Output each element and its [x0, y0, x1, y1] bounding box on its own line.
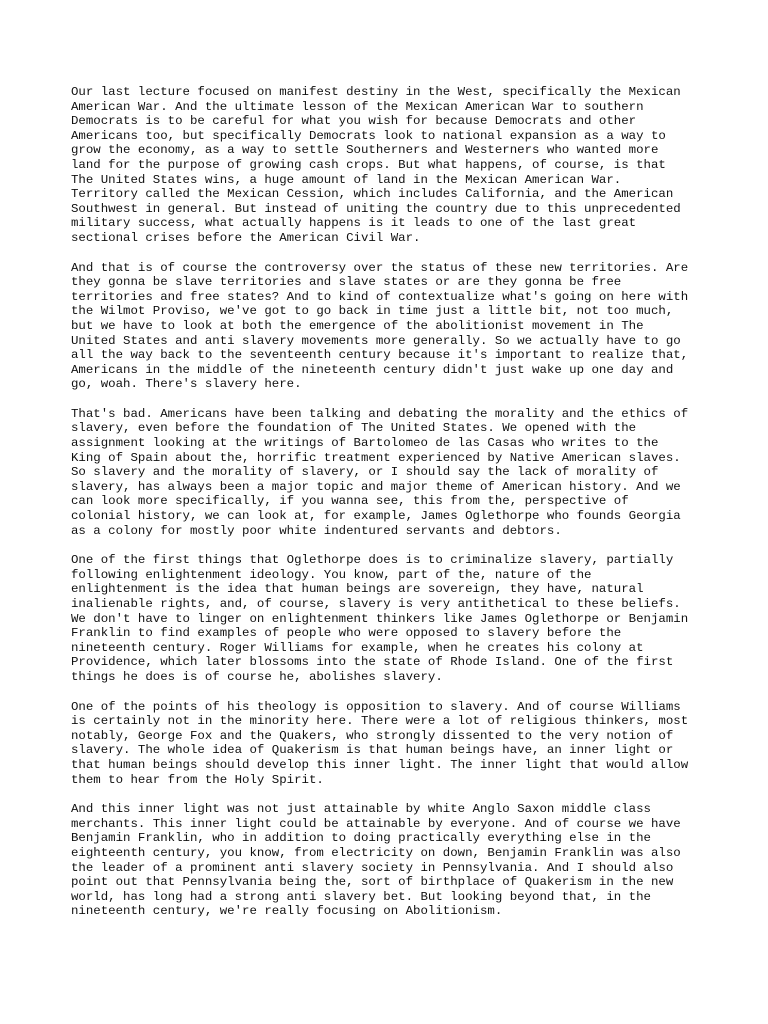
paragraph-4: One of the first things that Oglethorpe does is to criminalize slavery, partially following enlightenment ideology. You know, part of the, nature of the enlightenment is the idea that human beings are sovereign, they have, natural inalienable rights, and, of course, slavery is very antithetical to these beliefs. We don't have to linger on enlightenment thinkers like James Oglethorpe or Benjamin Franklin to find examples of people who were opposed to slavery before the nineteenth century. Roger Williams for example, when he creates his colony at Providence, which later blossoms into the state of Rhode Island. One of the first things he does is of course he, abolishes slavery. [71, 553, 689, 684]
document-page [71, 85, 711, 934]
paragraph-2: And that is of course the controversy over the status of these new territories. Are they gonna be slave territories and slave states or are they gonna be free territories and free states? And to kind of contextualize what's going on here with the Wilmot Proviso, we've got to go back in time just a little bit, not too much, but we have to look at both the emergence of the abolitionist movement in The United States and anti slavery movements more generally. So we actually have to go all the way back to the seventeenth century because it's important to realize that, Americans in the middle of the nineteenth century didn't just wake up one day and go, woah. There's slavery here. [71, 260, 689, 392]
paragraph-1: Our last lecture focused on manifest destiny in the West, specifically the Mexican American War. And the ultimate lesson of the Mexican American War to southern Democrats is to be careful for what you wish for because Democrats and other Americans too, but specifically Democrats look to national expansion as a way to grow the economy, as a way to settle Southerners and Westerners who wanted more land for the purpose of growing cash crops. But what happens, of course, is that The United States wins, a huge amount of land in the Mexican American War. Territory called the Mexican Cession, which includes California, and the American Southwest in general. But instead of uniting the country due to this unprecedented military success, what actually happens is it leads to one of the last great sectional crises before the American Civil War. [71, 85, 681, 245]
paragraph-5: One of the points of his theology is opposition to slavery. And of course Williams is certainly not in the minority here. There were a lot of religious thinkers, most notably, George Fox and the Quakers, who strongly dissented to the very notion of slavery. The whole idea of Quakerism is that human beings have, an inner light or that human beings should develop this inner light. The inner light that would allow them to hear from the Holy Spirit. [71, 699, 689, 787]
paragraph-3: That's bad. Americans have been talking and debating the morality and the ethics of slavery, even before the foundation of The United States. We opened with the assignment looking at the writings of Bartolomeo de las Casas who writes to the King of Spain about the, horrific treatment experienced by Native American slaves. So slavery and the morality of slavery, or I should say the lack of morality of slavery, has always been a major topic and major theme of American history. And we can look more specifically, if you wanna see, this from the, perspective of colonial history, we can look at, for example, James Oglethorpe who founds Georgia as a colony for mostly poor white indentured servants and debtors. [71, 406, 689, 538]
paragraph-6: And this inner light was not just attainable by white Anglo Saxon middle class merchants. This inner light could be attainable by everyone. And of course we have Benjamin Franklin, who in addition to doing practically everything else in the eighteenth century, you know, from electricity on down, Benjamin Franklin was also the leader of a prominent anti slavery society in Pennsylvania. And I should also point out that Pennsylvania being the, sort of birthplace of Quakerism in the new world, has long had a strong anti slavery bet. But looking beyond that, in the nineteenth century, we're really focusing on Abolitionism. [71, 802, 681, 919]
